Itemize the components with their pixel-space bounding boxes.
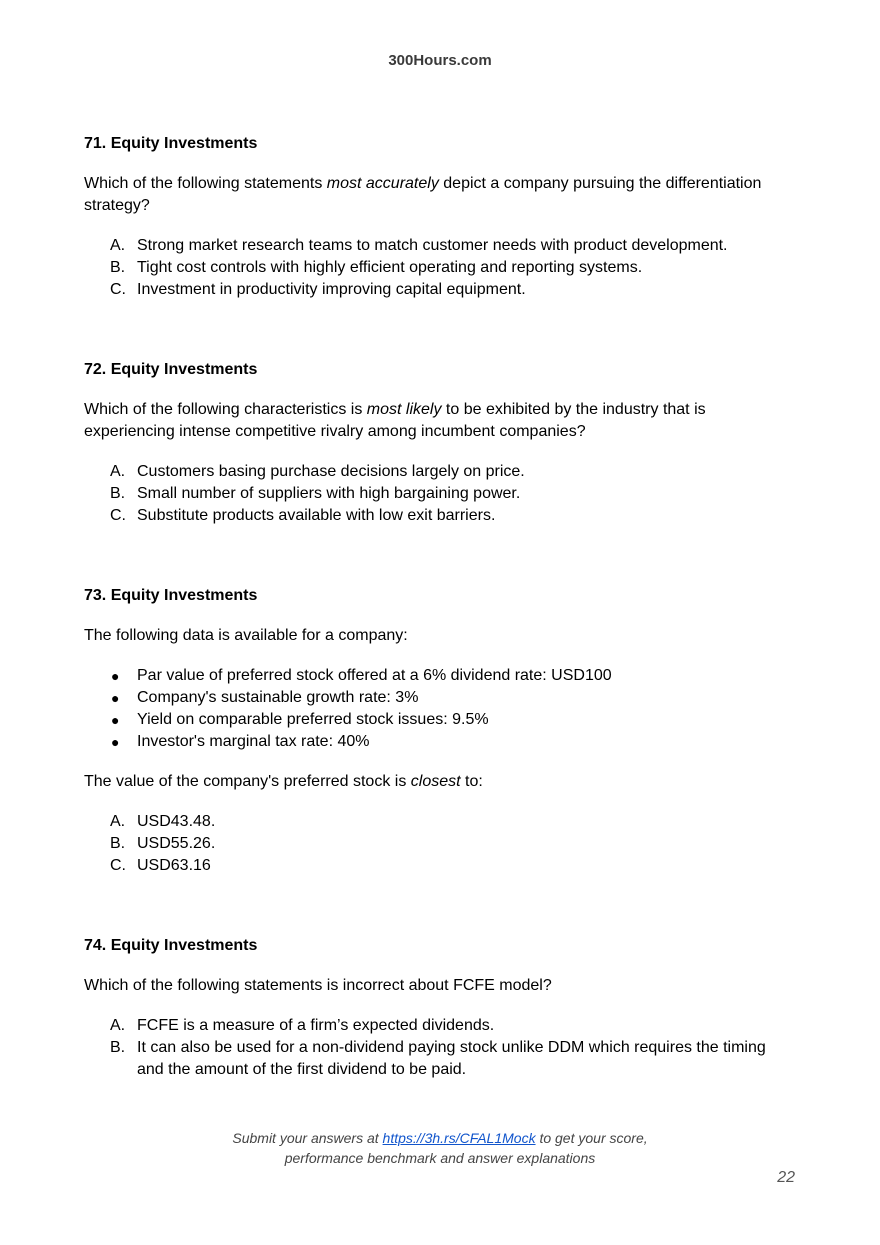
bullet-text: Yield on comparable preferred stock issues: 9.5% (137, 711, 489, 728)
footer-line-1 (0, 1128, 880, 1148)
option-c (84, 505, 794, 527)
option-b (84, 483, 794, 505)
option-marker: C. (110, 507, 126, 524)
data-bullet-list (84, 665, 794, 753)
bullet-icon: ● (111, 712, 120, 728)
bullet-text: Company's sustainable growth rate: 3% (137, 689, 419, 706)
option-marker: B. (110, 1039, 126, 1056)
question-title: 71. Equity Investments (84, 135, 258, 152)
option-text: FCFE is a measure of a firm’s expected dividends. (137, 1017, 495, 1034)
question-title: 72. Equity Investments (84, 361, 258, 378)
site-header: 300Hours.com (388, 52, 492, 69)
option-text: Tight cost controls with highly efficient operating and reporting systems. (137, 259, 643, 276)
option-b (84, 833, 794, 855)
page-footer (0, 1128, 880, 1168)
answer-options (84, 811, 794, 877)
option-text: Customers basing purchase decisions largely on price. (137, 463, 525, 480)
footer-text: to get your score, (535, 1130, 648, 1146)
option-marker: A. (110, 813, 126, 830)
stem-text: The value of the company's preferred stock is (84, 773, 411, 790)
option-marker: B. (110, 835, 126, 852)
option-marker: C. (110, 281, 126, 298)
question-stem: Which of the following statements is incorrect about FCFE model? (84, 977, 552, 994)
question-74 (84, 935, 794, 1081)
question-72 (84, 359, 794, 527)
option-a (84, 235, 794, 257)
bullet-icon: ● (111, 734, 120, 750)
option-b (84, 1037, 794, 1081)
question-title: 74. Equity Investments (84, 937, 258, 954)
option-text: USD43.48. (137, 813, 216, 830)
stem-emphasis: most accurately (326, 175, 439, 192)
question-stem (84, 173, 794, 217)
question-stem (84, 399, 794, 443)
option-b (84, 257, 794, 279)
bullet-item (84, 731, 794, 753)
footer-text: Submit your answers at (232, 1130, 383, 1146)
option-c (84, 279, 794, 301)
stem-emphasis: closest (410, 773, 461, 790)
stem-text: to: (460, 773, 483, 790)
question-intro: The following data is available for a company: (84, 627, 408, 644)
option-marker: C. (110, 857, 126, 874)
stem-text: depict a company pursuing the differentiation strategy? (84, 175, 762, 214)
answer-options (84, 461, 794, 527)
submit-answers-link[interactable]: https://3h.rs/CFAL1Mock (382, 1130, 536, 1146)
option-text: Investment in productivity improving capital equipment. (137, 281, 526, 298)
option-text: Small number of suppliers with high bargaining power. (137, 485, 521, 502)
option-text: Strong market research teams to match customer needs with product development. (137, 237, 728, 254)
answer-options (84, 1015, 794, 1081)
option-marker: A. (110, 463, 126, 480)
option-text: It can also be used for a non-dividend paying stock unlike DDM which requires the timing and the amount of the first dividend to be paid. (137, 1039, 766, 1078)
option-c (84, 855, 794, 877)
option-a (84, 461, 794, 483)
answer-options (84, 235, 794, 301)
option-text: Substitute products available with low exit barriers. (137, 507, 496, 524)
option-text: USD63.16 (137, 857, 211, 874)
stem-emphasis: most likely (366, 401, 442, 418)
option-a (84, 811, 794, 833)
bullet-icon: ● (111, 668, 120, 684)
bullet-text: Par value of preferred stock offered at a 6% dividend rate: USD100 (137, 667, 612, 684)
page-number: 22 (777, 1169, 795, 1186)
option-marker: B. (110, 485, 126, 502)
bullet-icon: ● (111, 690, 120, 706)
question-stem (84, 771, 794, 793)
stem-text: Which of the following characteristics is (84, 401, 367, 418)
question-title: 73. Equity Investments (84, 587, 258, 604)
bullet-item (84, 709, 794, 731)
option-a (84, 1015, 794, 1037)
option-marker: A. (110, 1017, 126, 1034)
bullet-item (84, 665, 794, 687)
stem-text: Which of the following statements (84, 175, 327, 192)
stem-text: to be exhibited by the industry that is experiencing intense competitive rivalry among incumbent companies? (84, 401, 706, 440)
question-73 (84, 585, 794, 877)
option-marker: B. (110, 259, 126, 276)
option-marker: A. (110, 237, 126, 254)
footer-line-2: performance benchmark and answer explanations (284, 1150, 596, 1166)
bullet-item (84, 687, 794, 709)
option-text: USD55.26. (137, 835, 216, 852)
bullet-text: Investor's marginal tax rate: 40% (137, 733, 370, 750)
question-71 (84, 133, 794, 301)
